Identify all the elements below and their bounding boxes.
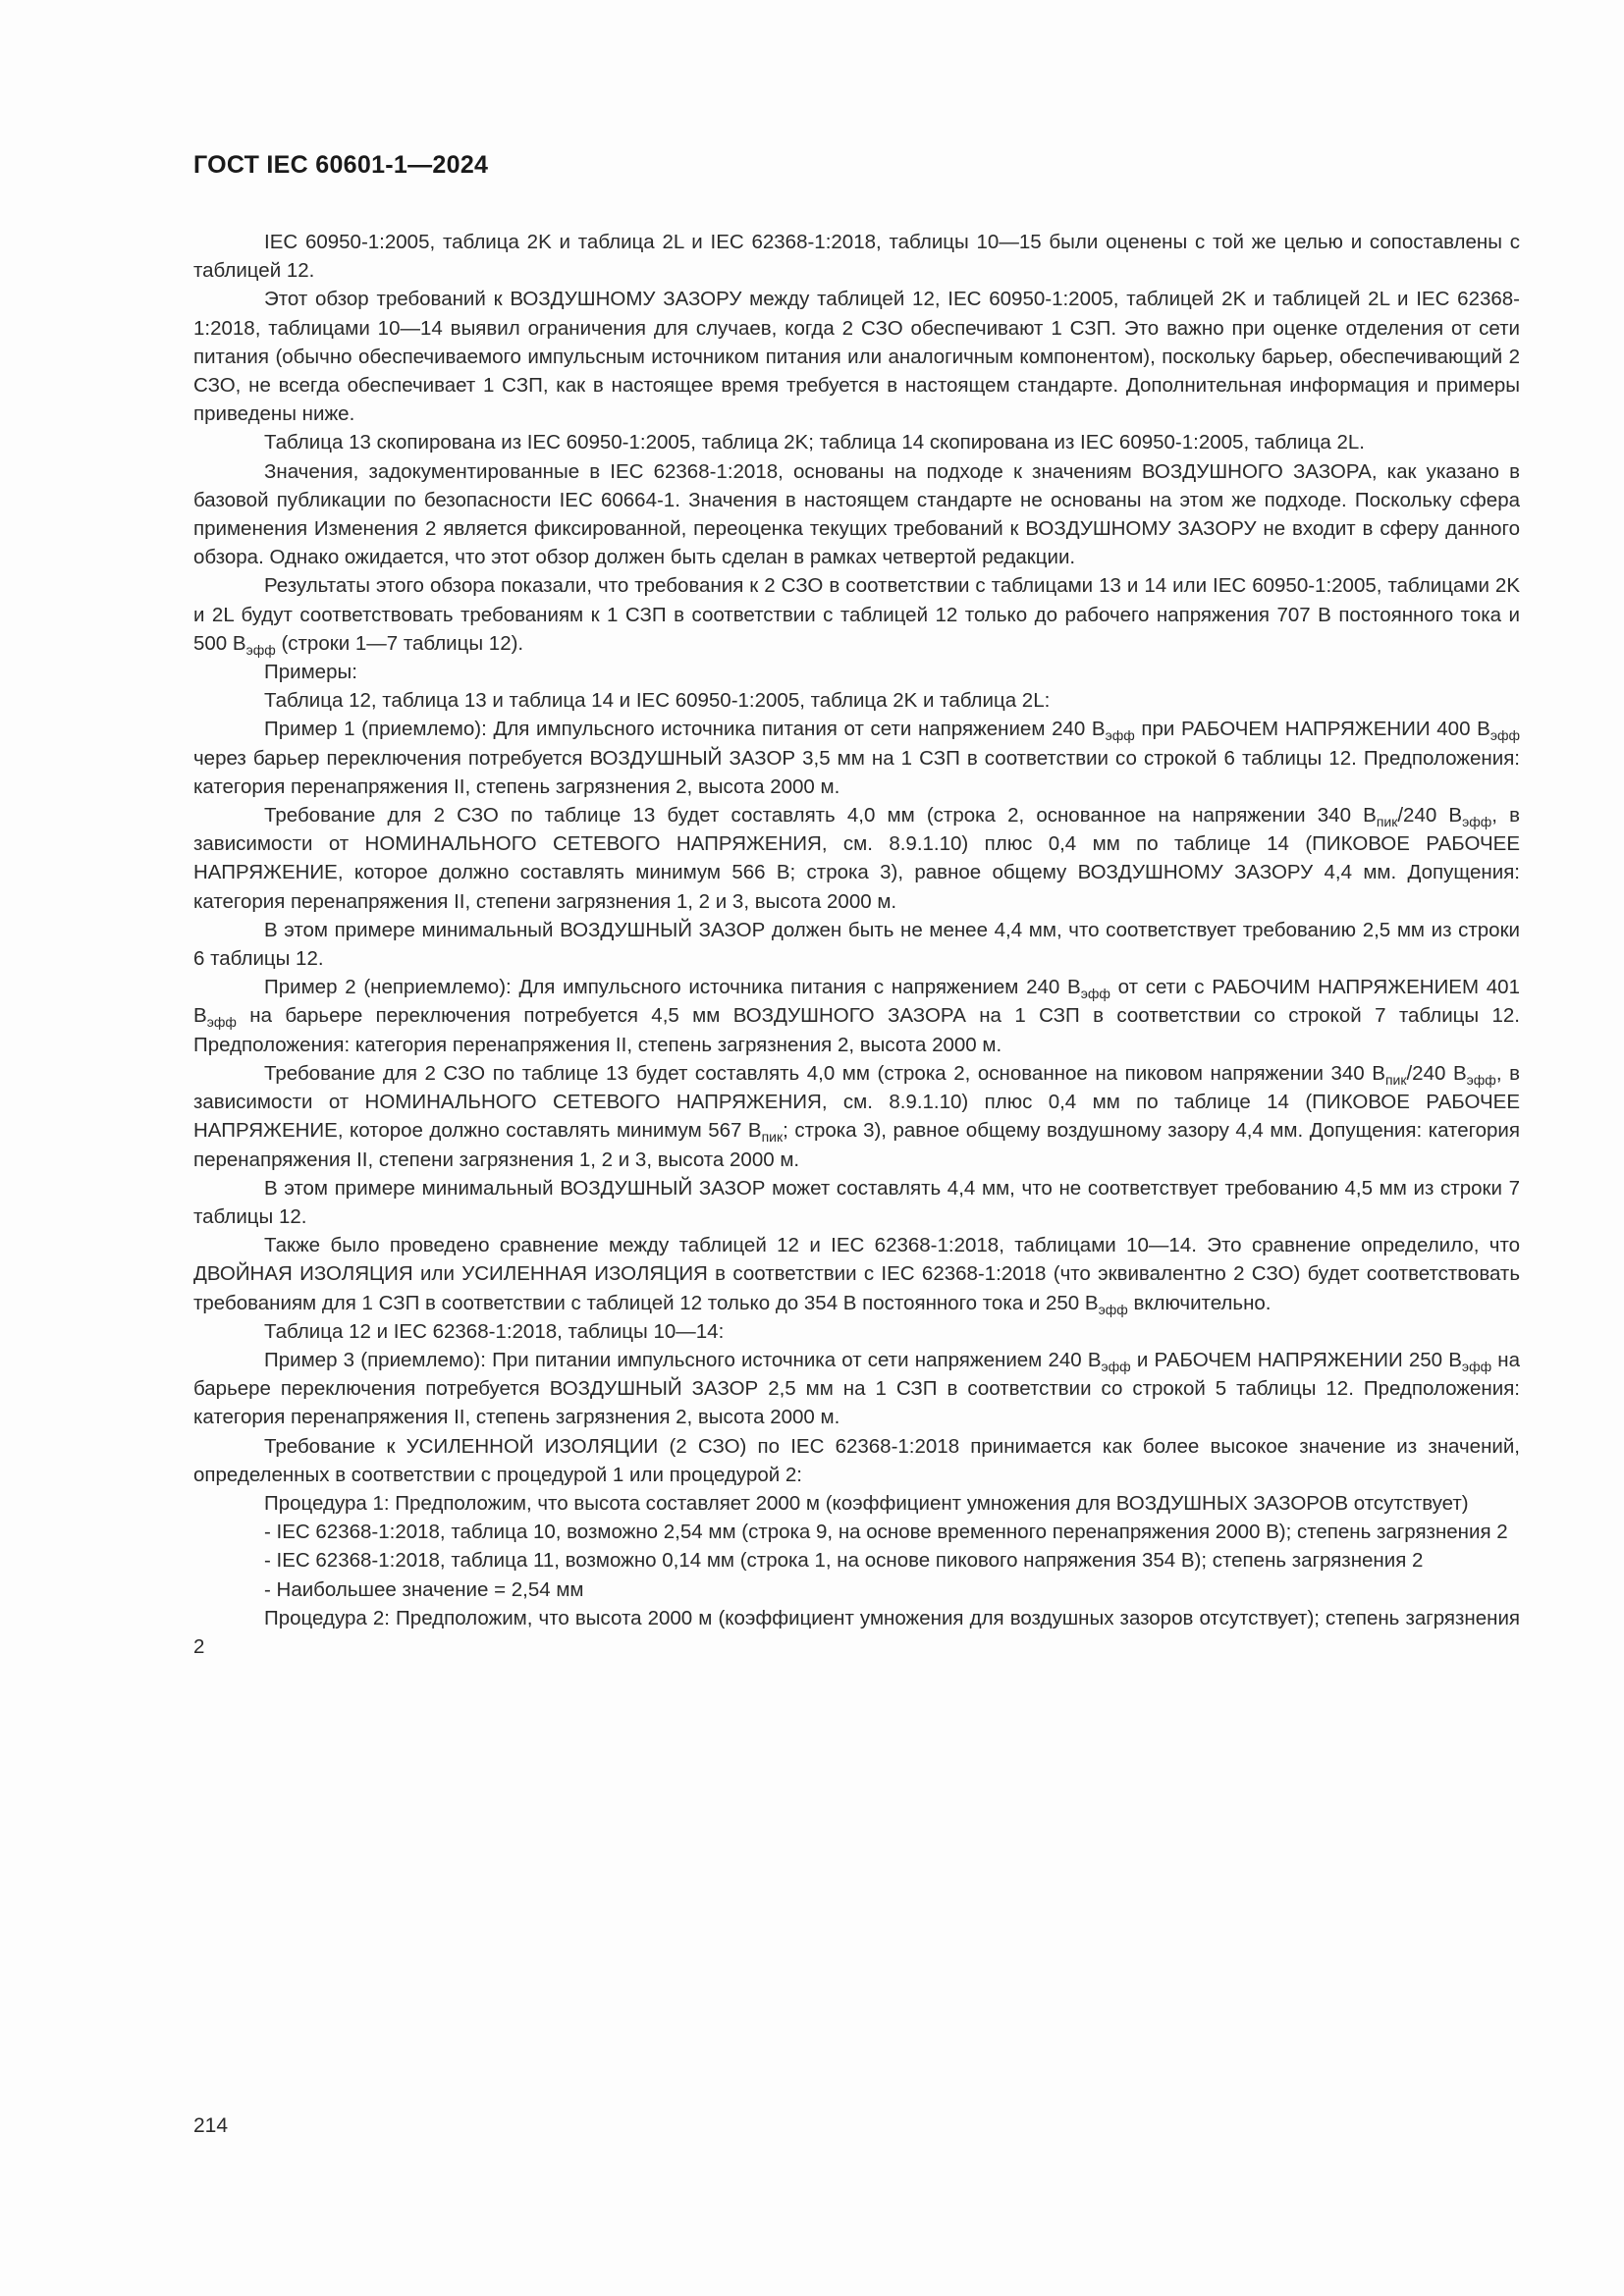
- paragraph: В этом примере минимальный ВОЗДУШНЫЙ ЗАЗОР должен быть не менее 4,4 мм, что соответствует требованию 2,5 мм из строки 6 таблицы 12.: [193, 918, 1520, 971]
- paragraph: [193, 715, 1520, 801]
- text-run: ; строка 3), равное общему воздушному зазору 4,4 мм. Допущения: категория перенапряжения II, степени загрязнения 1, 2 и 3, высота 2000 м.: [193, 1119, 1520, 1171]
- text-run: Пример 2 (неприемлемо): Для импульсного источника питания с напряжением 240 В: [264, 976, 1081, 999]
- subscript: эфф: [1101, 1358, 1131, 1374]
- paragraph: [193, 1231, 1520, 1317]
- text-run: , в зависимости от НОМИНАЛЬНОГО СЕТЕВОГО НАПРЯЖЕНИЯ, см. 8.9.1.10) плюс 0,4 мм по таблице 14 (ПИКОВОЕ РАБОЧЕЕ НАПРЯЖЕНИЕ, которое должно составлять минимум 567 В: [193, 1061, 1520, 1143]
- page-number: 214: [193, 2114, 229, 2137]
- subscript: эфф: [1098, 1301, 1128, 1317]
- text-run: Результаты этого обзора показали, что требования к 2 СЗО в соответствии с таблицами 13 и 14 или IEC 60950-1:2005, таблицами 2K и 2L будут соответствовать требованиям к 1 СЗП в соответствии с таблицей 12 только до рабочего напряжения 707 В постоянного тока и 500 В: [193, 574, 1520, 655]
- list-item: - Наибольшее значение = 2,54 мм: [264, 1577, 584, 1601]
- text-run: и РАБОЧЕМ НАПРЯЖЕНИИ 250 В: [1130, 1348, 1462, 1371]
- paragraph: Примеры:: [264, 661, 357, 684]
- page-header-title: ГОСТ IEC 60601-1—2024: [193, 151, 489, 179]
- paragraph: Этот обзор требований к ВОЗДУШНОМУ ЗАЗОРУ между таблицей 12, IEC 60950-1:2005, таблицей 2K и таблицей 2L и IEC 62368-1:2018, таблицами 10—14 выявил ограничения для случаев, когда 2 СЗО обеспечивают 1 СЗП. Это важно при оценке отделения от сети питания (обычно обеспечиваемого импульсным источником питания или аналогичным компонентом), поскольку барьер, обеспечивающий 2 СЗО, не всегда обеспечивает 1 СЗП, как в настоящее время требуется в настоящем стандарте. Дополнительная информация и примеры приведены ниже.: [193, 288, 1520, 426]
- text-run: Пример 1 (приемлемо): Для импульсного источника питания от сети напряжением 240 В: [264, 718, 1106, 741]
- text-run: Пример 3 (приемлемо): При питании импульсного источника от сети напряжением 240 В: [264, 1348, 1102, 1371]
- list-item: - IEC 62368-1:2018, таблица 11, возможно 0,14 мм (строка 1, на основе пикового напряжения 354 В); степень загрязнения 2: [264, 1549, 1424, 1573]
- subscript: эфф: [1462, 814, 1492, 830]
- text-run: Также было проведено сравнение между таблицей 12 и IEC 62368-1:2018, таблицами 10—14. Это сравнение определило, что ДВОЙНАЯ ИЗОЛЯЦИЯ или УСИЛЕННАЯ ИЗОЛЯЦИЯ в соответствии с IEC 62368-1:2018 (что эквивалентно 2 СЗО) будет соответствовать требованиям для 1 СЗП в соответствии с таблицей 12 только до 354 В постоянного тока и 250 В: [193, 1234, 1520, 1314]
- paragraph: Процедура 2: Предположим, что высота 2000 м (коэффициент умножения для воздушных зазоров отсутствует); степень загрязнения 2: [193, 1606, 1520, 1658]
- subscript: эфф: [1105, 727, 1135, 744]
- subscript: эфф: [245, 641, 276, 658]
- text-run: через барьер переключения потребуется ВОЗДУШНЫЙ ЗАЗОР 3,5 мм на 1 СЗП в соответствии со строкой 6 таблицы 12. Предположения: категория перенапряжения II, степень загрязнения 2, высота 2000 м.: [193, 746, 1520, 798]
- paragraph: [193, 1346, 1520, 1432]
- subscript: пик: [761, 1129, 784, 1146]
- paragraph: В этом примере минимальный ВОЗДУШНЫЙ ЗАЗОР может составлять 4,4 мм, что не соответствует требованию 4,5 мм из строки 7 таблицы 12.: [193, 1176, 1520, 1228]
- paragraph: Значения, задокументированные в IEC 62368-1:2018, основаны на подходе к значениям ВОЗДУШНОГО ЗАЗОРА, как указано в базовой публикации по безопасности IEC 60664-1. Значения в настоящем стандарте не основаны на этом же подходе. Поскольку сфера применения Изменения 2 является фиксированной, переоценка текущих требований к ВОЗДУШНОМУ ЗАЗОРУ не входит в сферу данного обзора. Однако ожидается, что этот обзор должен быть сделан в рамках четвертой редакции.: [193, 459, 1520, 569]
- text-run: при РАБОЧЕМ НАПРЯЖЕНИИ 400 В: [1134, 718, 1490, 741]
- list-item: - IEC 62368-1:2018, таблица 10, возможно 2,54 мм (строка 9, на основе временного перенапряжения 2000 В); степень загрязнения 2: [264, 1521, 1508, 1544]
- subscript: пик: [1384, 1071, 1407, 1088]
- paragraph: [193, 571, 1520, 658]
- text-run: (строки 1—7 таблицы 12).: [275, 631, 524, 655]
- text-run: на барьере переключения потребуется 4,5 мм ВОЗДУШНОГО ЗАЗОРА на 1 СЗП в соответствии со строкой 7 таблицы 12. Предположения: категория перенапряжения II, степень загрязнения 2, высота 2000 м.: [193, 1004, 1520, 1056]
- paragraph: Требование к УСИЛЕННОЙ ИЗОЛЯЦИИ (2 СЗО) по IEC 62368-1:2018 принимается как более высокое значение из значений, определенных в соответствии с процедурой 1 или процедурой 2:: [193, 1434, 1520, 1486]
- text-run: на барьере переключения потребуется ВОЗДУШНЫЙ ЗАЗОР 2,5 мм на 1 СЗП в соответствии со строкой 5 таблицы 12. Предположения: категория перенапряжения II, степень загрязнения 2, высота 2000 м.: [193, 1348, 1521, 1429]
- text-run: /240 В: [1397, 804, 1463, 828]
- subscript: эфф: [1461, 1358, 1492, 1374]
- paragraph: IEC 60950-1:2005, таблица 2K и таблица 2L и IEC 62368-1:2018, таблицы 10—15 были оценены с той же целью и сопоставлены с таблицей 12.: [193, 231, 1520, 283]
- paragraph: Таблица 12 и IEC 62368-1:2018, таблицы 10—14:: [264, 1319, 725, 1343]
- text-run: от сети с РАБОЧИМ НАПРЯЖЕНИЕМ 401 В: [193, 976, 1520, 1028]
- paragraph: Таблица 13 скопирована из IEC 60950-1:2005, таблица 2K; таблица 14 скопирована из IEC 60950-1:2005, таблица 2L.: [264, 431, 1365, 454]
- subscript: эфф: [1080, 986, 1110, 1002]
- subscript: эфф: [1466, 1071, 1496, 1088]
- paragraph: Таблица 12, таблица 13 и таблица 14 и IEC 60950-1:2005, таблица 2K и таблица 2L:: [264, 689, 1051, 713]
- subscript: эфф: [1489, 727, 1520, 744]
- paragraph: [193, 973, 1520, 1059]
- paragraph: Процедура 1: Предположим, что высота составляет 2000 м (коэффициент умножения для ВОЗДУШНЫХ ЗАЗОРОВ отсутствует): [264, 1491, 1469, 1515]
- paragraph: [193, 801, 1520, 916]
- paragraph: [193, 1059, 1520, 1174]
- text-run: включительно.: [1127, 1291, 1272, 1314]
- text-run: /240 В: [1406, 1061, 1467, 1085]
- subscript: эфф: [206, 1014, 237, 1031]
- text-run: Требование для 2 СЗО по таблице 13 будет составлять 4,0 мм (строка 2, основанное на пиковом напряжении 340 В: [264, 1061, 1385, 1085]
- text-run: , в зависимости от НОМИНАЛЬНОГО СЕТЕВОГО НАПРЯЖЕНИЯ, см. 8.9.1.10) плюс 0,4 мм по таблице 14 (ПИКОВОЕ РАБОЧЕЕ НАПРЯЖЕНИЕ, которое должно составлять минимум 566 В; строка 3), равное общему ВОЗДУШНОМУ ЗАЗОРУ 4,4 мм. Допущения: категория перенапряжения II, степени загрязнения 1, 2 и 3, высота 2000 м.: [193, 804, 1520, 913]
- document-body: [193, 228, 1520, 1661]
- subscript: пик: [1376, 814, 1398, 830]
- text-run: Требование для 2 СЗО по таблице 13 будет составлять 4,0 мм (строка 2, основанное на напряжении 340 В: [264, 804, 1377, 828]
